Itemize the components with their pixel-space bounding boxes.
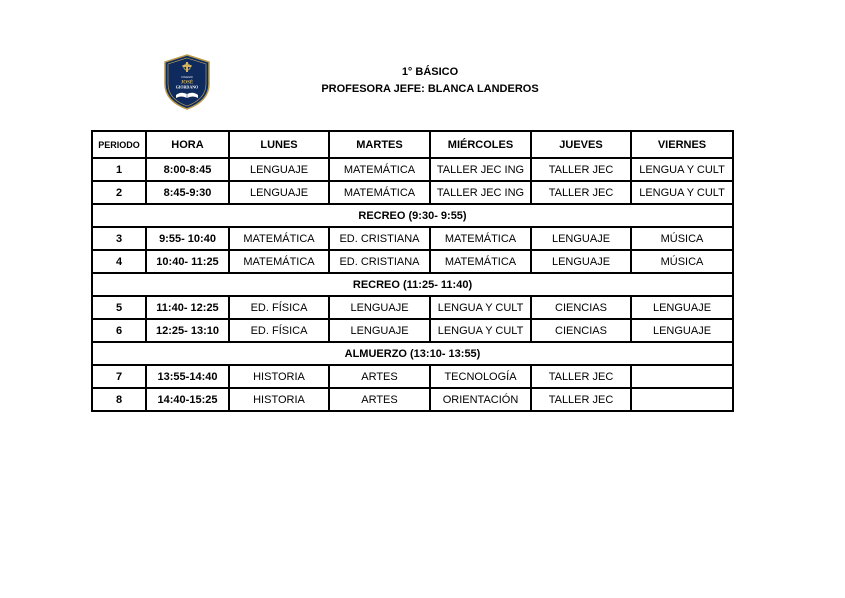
periodo-cell: 4 [92, 250, 146, 273]
break-label: ALMUERZO (13:10- 13:55) [92, 342, 733, 365]
homeroom-teacher: PROFESORA JEFE: BLANCA LANDEROS [321, 83, 539, 95]
subject-cell-lunes: MATEMÁTICA [229, 250, 329, 273]
hora-cell: 11:40- 12:25 [146, 296, 229, 319]
table-row [92, 319, 733, 342]
periodo-cell: 5 [92, 296, 146, 319]
table-row [92, 365, 733, 388]
subject-cell-viernes: LENGUA Y CULT [631, 181, 733, 204]
subject-cell-jueves: LENGUAJE [531, 250, 631, 273]
periodo-cell: 7 [92, 365, 146, 388]
col-header-jueves: JUEVES [531, 131, 631, 158]
col-header-hora: HORA [146, 131, 229, 158]
col-header-periodo: PERIODO [92, 131, 146, 158]
periodo-cell: 2 [92, 181, 146, 204]
subject-cell-martes: ED. CRISTIANA [329, 250, 430, 273]
subject-cell-jueves: CIENCIAS [531, 296, 631, 319]
school-crest-logo [162, 54, 212, 110]
logo-text-colegio: COLEGIO [181, 76, 193, 79]
col-header-martes: MARTES [329, 131, 430, 158]
hora-cell: 8:00-8:45 [146, 158, 229, 181]
subject-cell-miercoles: MATEMÁTICA [430, 227, 531, 250]
table-row [92, 388, 733, 411]
subject-cell-jueves: TALLER JEC [531, 365, 631, 388]
subject-cell-lunes: ED. FÍSICA [229, 319, 329, 342]
periodo-cell: 8 [92, 388, 146, 411]
subject-cell-miercoles: TECNOLOGÍA [430, 365, 531, 388]
schedule-body [92, 158, 733, 411]
subject-cell-lunes: LENGUAJE [229, 158, 329, 181]
subject-cell-viernes [631, 388, 733, 411]
table-row [92, 158, 733, 181]
hora-cell: 9:55- 10:40 [146, 227, 229, 250]
table-row [92, 227, 733, 250]
subject-cell-viernes: MÚSICA [631, 227, 733, 250]
subject-cell-lunes: LENGUAJE [229, 181, 329, 204]
header-row [92, 131, 733, 158]
subject-cell-jueves: CIENCIAS [531, 319, 631, 342]
subject-cell-martes: ARTES [329, 365, 430, 388]
subject-cell-jueves: TALLER JEC [531, 158, 631, 181]
subject-cell-jueves: LENGUAJE [531, 227, 631, 250]
hora-cell: 10:40- 11:25 [146, 250, 229, 273]
subject-cell-martes: MATEMÁTICA [329, 181, 430, 204]
table-row [92, 250, 733, 273]
subject-cell-martes: LENGUAJE [329, 319, 430, 342]
subject-cell-viernes: LENGUAJE [631, 296, 733, 319]
logo-text-jose: JOSÉ [180, 80, 194, 86]
subject-cell-miercoles: TALLER JEC ING [430, 158, 531, 181]
break-label: RECREO (11:25- 11:40) [92, 273, 733, 296]
periodo-cell: 1 [92, 158, 146, 181]
hora-cell: 13:55-14:40 [146, 365, 229, 388]
subject-cell-jueves: TALLER JEC [531, 181, 631, 204]
table-row [92, 296, 733, 319]
col-header-viernes: VIERNES [631, 131, 733, 158]
subject-cell-lunes: ED. FÍSICA [229, 296, 329, 319]
subject-cell-lunes: HISTORIA [229, 365, 329, 388]
logo-text-giordano: GIORDANO [175, 84, 199, 90]
col-header-miercoles: MIÉRCOLES [430, 131, 531, 158]
subject-cell-miercoles: ORIENTACIÓN [430, 388, 531, 411]
subject-cell-martes: ED. CRISTIANA [329, 227, 430, 250]
periodo-cell: 6 [92, 319, 146, 342]
subject-cell-miercoles: TALLER JEC ING [430, 181, 531, 204]
hora-cell: 8:45-9:30 [146, 181, 229, 204]
col-header-lunes: LUNES [229, 131, 329, 158]
subject-cell-viernes: LENGUAJE [631, 319, 733, 342]
break-row [92, 273, 733, 296]
break-row [92, 204, 733, 227]
subject-cell-viernes [631, 365, 733, 388]
subject-cell-viernes: MÚSICA [631, 250, 733, 273]
subject-cell-jueves: TALLER JEC [531, 388, 631, 411]
subject-cell-miercoles: LENGUA Y CULT [430, 296, 531, 319]
grade-title: 1° BÁSICO [401, 66, 459, 78]
subject-cell-viernes: LENGUA Y CULT [631, 158, 733, 181]
subject-cell-martes: LENGUAJE [329, 296, 430, 319]
subject-cell-lunes: HISTORIA [229, 388, 329, 411]
break-label: RECREO (9:30- 9:55) [92, 204, 733, 227]
subject-cell-martes: ARTES [329, 388, 430, 411]
periodo-cell: 3 [92, 227, 146, 250]
break-row [92, 342, 733, 365]
subject-cell-miercoles: LENGUA Y CULT [430, 319, 531, 342]
class-schedule-table [91, 130, 734, 412]
subject-cell-martes: MATEMÁTICA [329, 158, 430, 181]
hora-cell: 12:25- 13:10 [146, 319, 229, 342]
subject-cell-miercoles: MATEMÁTICA [430, 250, 531, 273]
table-row [92, 181, 733, 204]
subject-cell-lunes: MATEMÁTICA [229, 227, 329, 250]
hora-cell: 14:40-15:25 [146, 388, 229, 411]
